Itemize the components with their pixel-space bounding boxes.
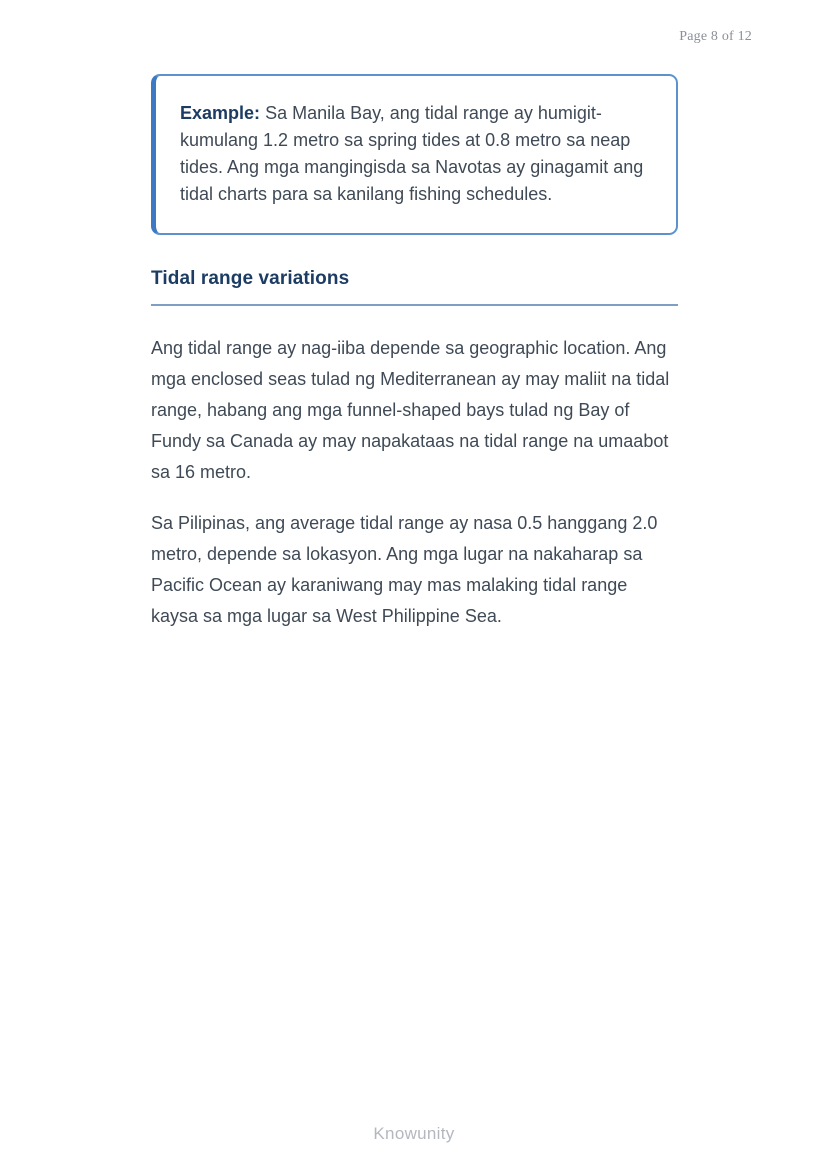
body-paragraph-2: Sa Pilipinas, ang average tidal range ay nasa 0.5 hanggang 2.0 metro, depende sa lokasyon. Ang mga lugar na nakaharap sa Pacific Ocean ay karaniwang may mas malaking tidal range kaysa sa mga lugar sa West Philippine Sea. [151,513,658,626]
page-indicator: Page 8 of 12 [679,29,752,44]
example-callout [151,74,678,235]
example-paragraph [180,100,650,208]
section-heading: Tidal range variations [151,268,350,289]
example-label: Example: [180,103,261,123]
page-content [151,74,678,632]
section-divider [151,304,678,306]
body-paragraph-1: Ang tidal range ay nag-iiba depende sa geographic location. Ang mga enclosed seas tulad ng Mediterranean ay may maliit na tidal range, habang ang mga funnel-shaped bays tulad ng Bay of Fundy sa Canada ay may napakataas na tidal range na umaabot sa 16 metro. [151,338,670,482]
example-body-text: Sa Manila Bay, ang tidal range ay humigit-kumulang 1.2 metro sa spring tides at 0.8 metro sa neap tides. Ang mga mangingisda sa Navotas ay ginagamit ang tidal charts para sa kanilang fishing schedules. [180,103,644,204]
footer-brand: Knowunity [373,1124,455,1143]
